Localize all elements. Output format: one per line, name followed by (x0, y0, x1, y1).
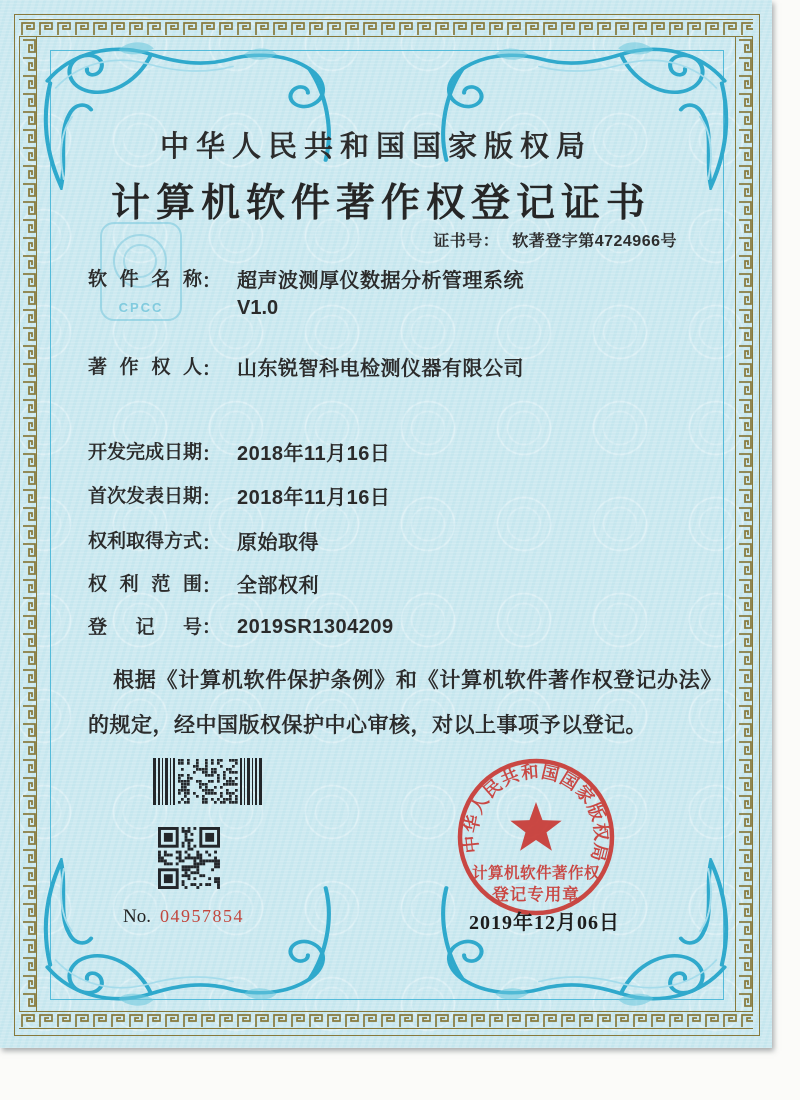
field-row-software-name (88, 264, 524, 293)
field-colon: ： (202, 359, 222, 380)
field-label: 著作权人 (88, 357, 202, 378)
field-value: 山东锐智科电检测仪器有限公司 (237, 358, 525, 380)
field-row-rights-scope (88, 569, 319, 598)
field-value: 原始取得 (237, 532, 320, 554)
serial-number (123, 906, 244, 928)
field-value: 全部权利 (237, 575, 320, 597)
certificate-number-line (433, 228, 677, 251)
field-label: 软件名称 (88, 269, 202, 290)
seal-subtitle-1: 计算机软件著作权 (471, 865, 601, 882)
registration-statement: 根据《计算机软件保护条例》和《计算机软件著作权登记办法》的规定，经中国版权保护中心审核，对以上事项予以登记。 (88, 669, 722, 737)
field-row-copyright-owner (88, 352, 524, 381)
authority-title: 中华人民共和国国家版权局 (159, 131, 592, 163)
serial-prefix: No. (123, 906, 151, 927)
issue-date: 2019年12月06日 (469, 912, 620, 934)
corner-flourish-top-left (42, 40, 342, 190)
qr-code-image (158, 827, 220, 889)
greek-key-border-top (19, 19, 753, 37)
star-icon (510, 802, 561, 851)
field-row-registration-number (88, 612, 394, 639)
barcode-image (153, 758, 262, 805)
official-seal-stamp (446, 747, 626, 927)
field-row-dev-complete-date (88, 437, 390, 466)
greek-key-border-bottom (19, 1011, 753, 1029)
seal-ring-text: 中华人民共和国国家版权局 (460, 761, 612, 865)
field-label: 开发完成日期 (88, 442, 203, 463)
field-colon: ： (202, 533, 222, 554)
field-value: 2019SR1304209 (237, 616, 394, 638)
field-label: 首次发表日期 (88, 486, 203, 507)
field-colon: ： (202, 576, 222, 597)
field-value: 2018年11月16日 (237, 487, 391, 509)
certificate-number-value: 软著登字第4724966号 (512, 233, 677, 250)
field-label: 登记号 (88, 617, 202, 638)
software-version: V1.0 (237, 297, 279, 319)
field-label: 权利范围 (88, 574, 202, 595)
field-colon: ： (202, 444, 222, 465)
field-colon: ： (202, 617, 222, 638)
cpcc-watermark-label: CPCC (118, 300, 164, 315)
certificate-number-label: 证书号： (433, 233, 500, 250)
corner-flourish-top-right (430, 40, 730, 190)
field-value: 超声波测厚仪数据分析管理系统 (237, 270, 525, 292)
certificate-title: 计算机软件著作权登记证书 (110, 182, 651, 225)
field-value: 2018年11月16日 (237, 443, 391, 465)
field-colon: ： (202, 488, 222, 509)
field-colon: ： (202, 271, 222, 292)
seal-subtitle-2: 登记专用章 (492, 886, 580, 904)
serial-digits: 04957854 (159, 906, 244, 926)
field-row-rights-acquisition (88, 526, 319, 555)
field-row-first-publish-date (88, 481, 390, 510)
field-label: 权利取得方式 (88, 531, 203, 552)
